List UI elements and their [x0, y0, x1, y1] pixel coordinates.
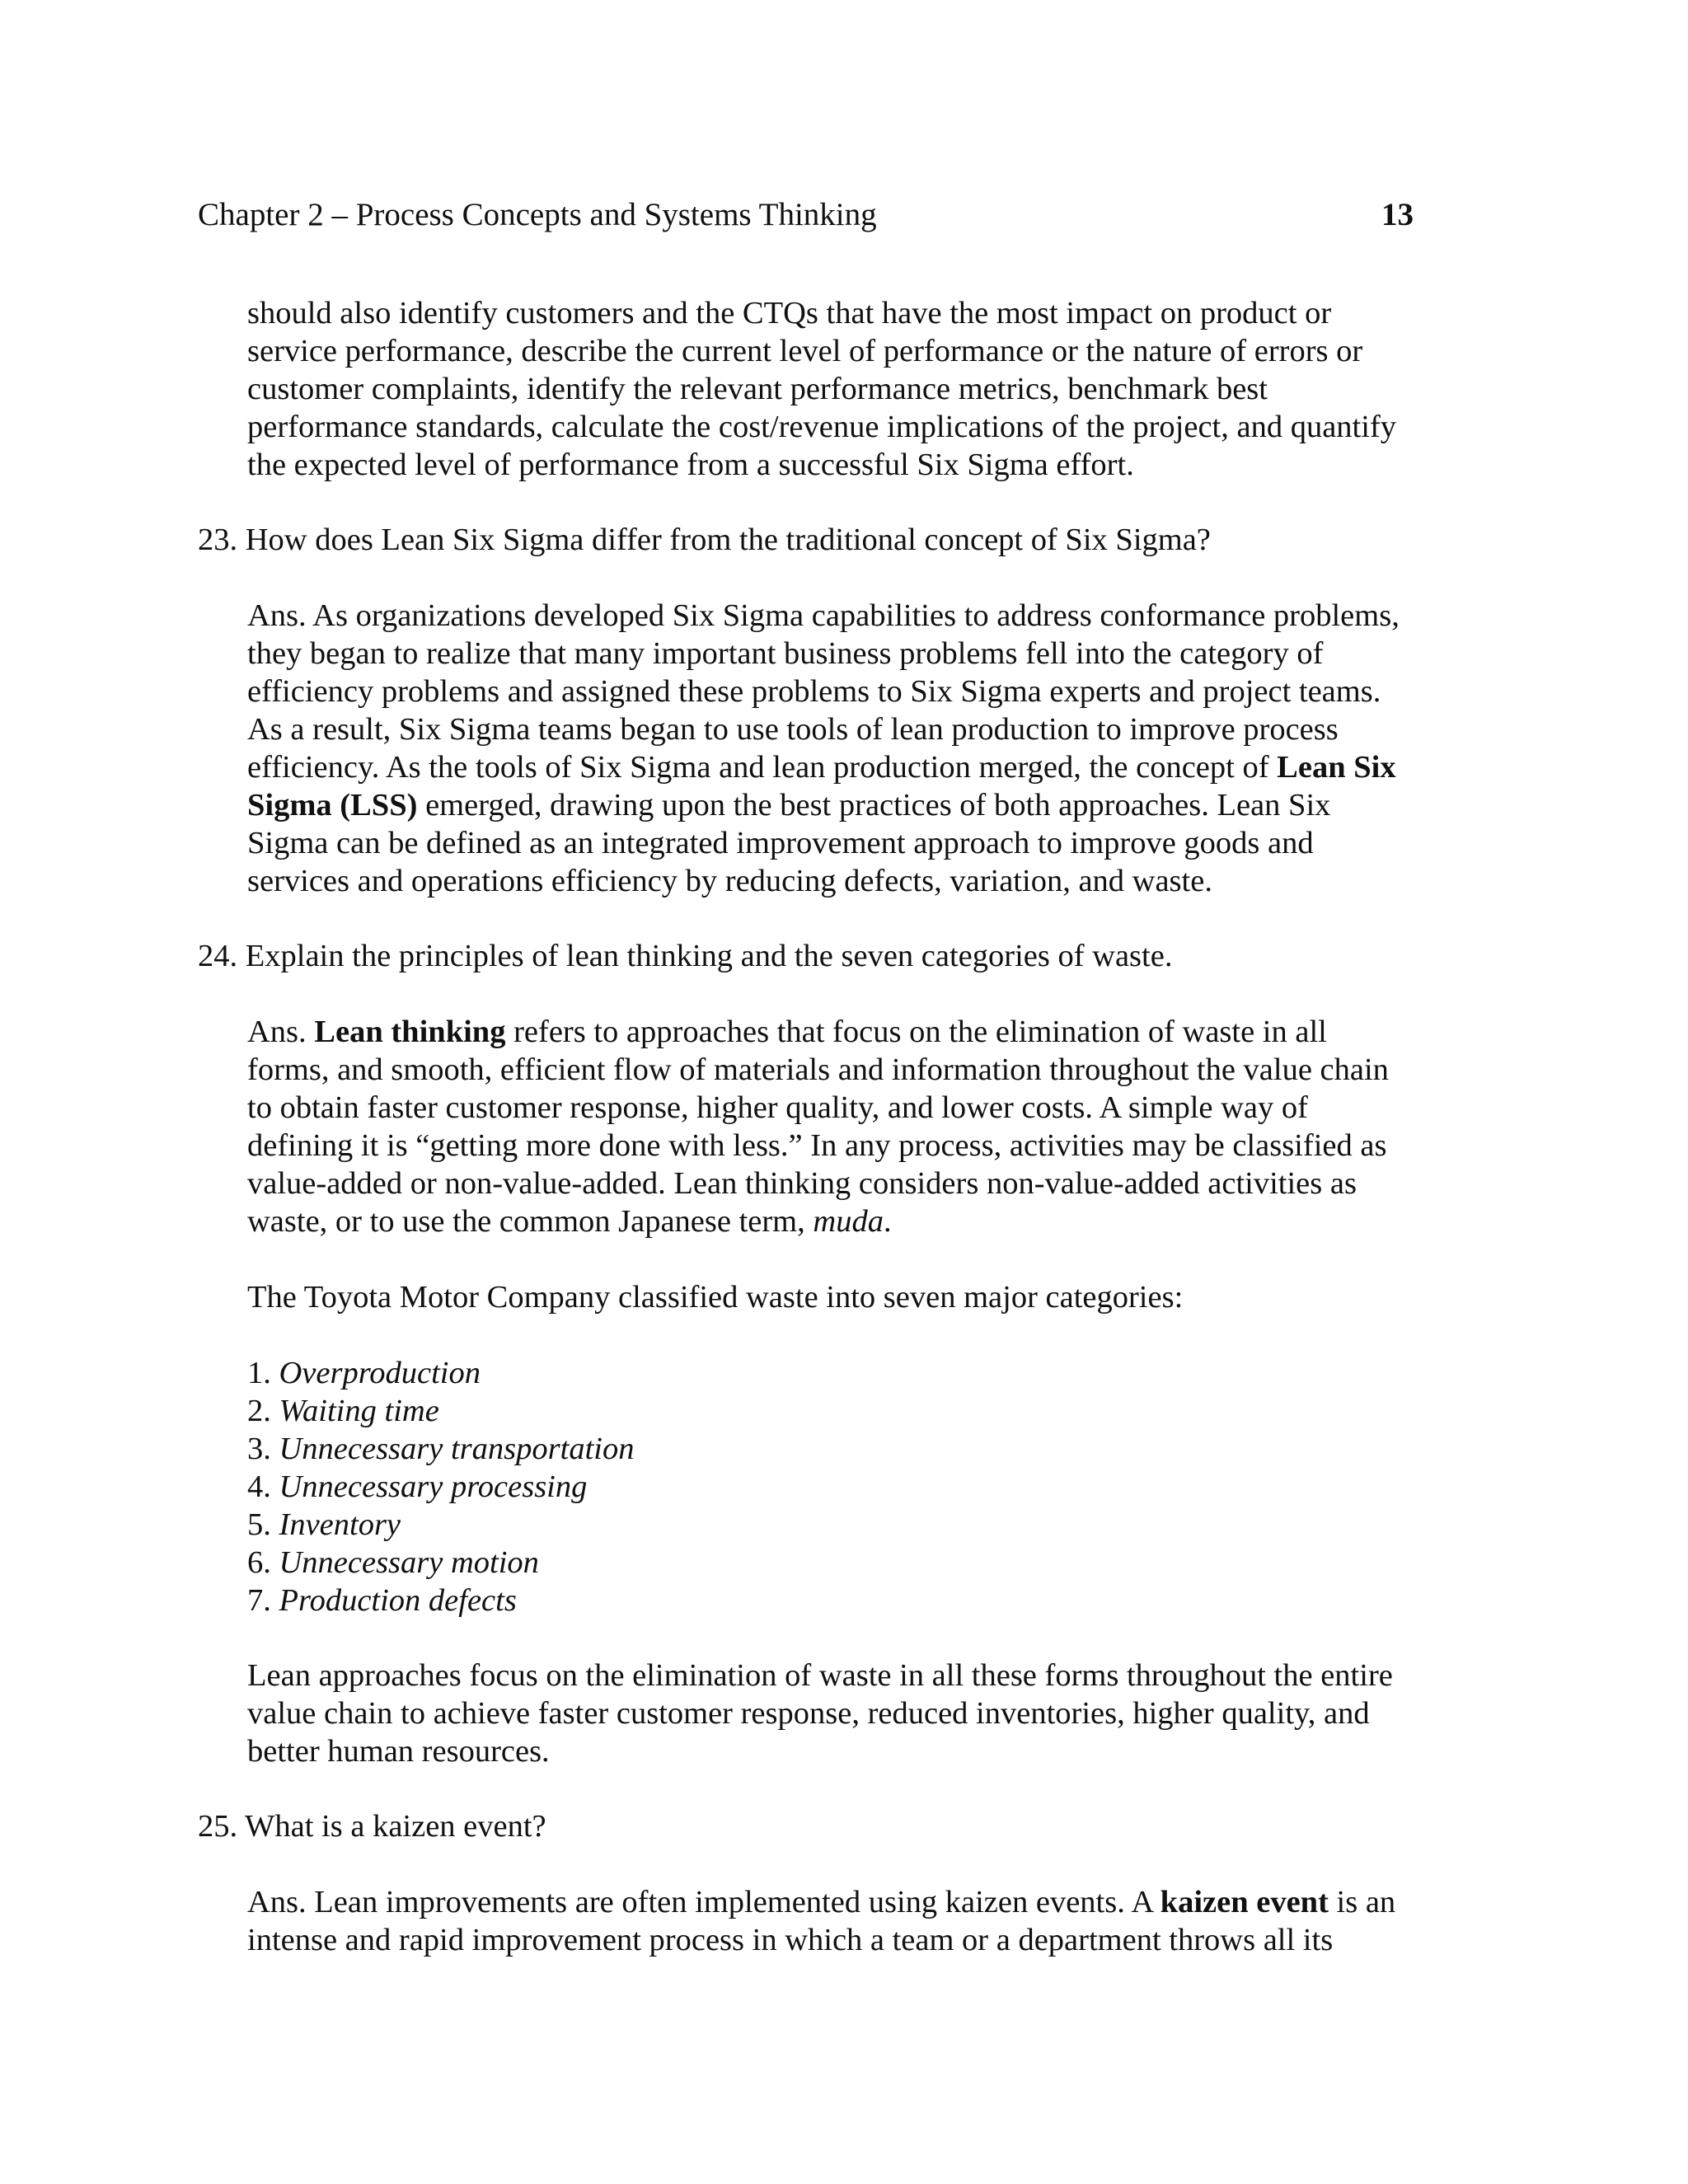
list-number: 6.: [247, 1545, 279, 1580]
page-header: [198, 194, 1414, 236]
answer-23-line: Sigma can be defined as an integrated improvement approach to improve goods and: [247, 826, 1314, 860]
waste-list-item: [247, 1468, 587, 1506]
continuation-line: customer complaints, identify the relevant performance metrics, benchmark best: [247, 372, 1268, 406]
chapter-title: Chapter 2 – Process Concepts and Systems Thinking: [198, 197, 877, 232]
list-number: 3.: [247, 1432, 279, 1466]
answer-25-text: is an: [1328, 1885, 1396, 1919]
question-24: 24. Explain the principles of lean thinking and the seven categories of waste.: [198, 939, 1173, 973]
answer-24-text: waste, or to use the common Japanese term,: [247, 1204, 814, 1239]
question-23: 23. How does Lean Six Sigma differ from the traditional concept of Six Sigma?: [198, 523, 1211, 557]
closing-line: better human resources.: [247, 1734, 550, 1769]
waste-label: Overproduction: [279, 1356, 481, 1390]
waste-label: Unnecessary motion: [279, 1545, 539, 1580]
answer-24-line: to obtain faster customer response, higher quality, and lower costs. A simple way of: [247, 1090, 1308, 1125]
term-lss: Sigma (LSS): [247, 788, 418, 823]
waste-label: Unnecessary processing: [279, 1469, 588, 1504]
continuation-line: service performance, describe the current level of performance or the nature of errors or: [247, 334, 1363, 368]
waste-list-item: [247, 1544, 539, 1582]
waste-label: Waiting time: [279, 1394, 439, 1428]
list-number: 1.: [247, 1356, 279, 1390]
answer-23-line: Ans. As organizations developed Six Sigma capabilities to address conformance problems,: [247, 598, 1400, 633]
question-25: 25. What is a kaizen event?: [198, 1809, 546, 1844]
waste-label: Inventory: [279, 1507, 401, 1542]
page-number: 13: [1381, 197, 1414, 232]
answer-23-line: [247, 786, 1330, 824]
waste-label: Unnecessary transportation: [279, 1432, 635, 1466]
answer-25-line: [247, 1883, 1395, 1921]
toyota-intro: The Toyota Motor Company classified waste into seven major categories:: [247, 1280, 1184, 1315]
answer-24-line: defining it is “getting more done with less.” In any process, activities may be classified as: [247, 1128, 1387, 1163]
list-number: 5.: [247, 1507, 279, 1542]
answer-23-line: As a result, Six Sigma teams began to use tools of lean production to improve process: [247, 712, 1339, 747]
answer-23-text: emerged, drawing upon the best practices of both approaches. Lean Six: [417, 788, 1331, 823]
term-muda: muda: [813, 1204, 884, 1239]
answer-25-line: intense and rapid improvement process in which a team or a department throws all its: [247, 1923, 1334, 1957]
list-number: 4.: [247, 1469, 279, 1504]
answer-24-line: value-added or non-value-added. Lean thinking considers non-value-added activities as: [247, 1166, 1357, 1201]
closing-line: value chain to achieve faster customer response, reduced inventories, higher quality, and: [247, 1696, 1370, 1731]
answer-24-line: [247, 1013, 1327, 1051]
answer-23-line: efficiency problems and assigned these problems to Six Sigma experts and project teams.: [247, 674, 1381, 709]
answer-24-line: forms, and smooth, efficient flow of materials and information throughout the value chain: [247, 1052, 1389, 1087]
continuation-line: performance standards, calculate the cost/revenue implications of the project, and quantify: [247, 410, 1397, 444]
answer-23-line: they began to realize that many important business problems fell into the category of: [247, 636, 1324, 671]
term-lean-six-sigma: Lean Six: [1277, 750, 1396, 785]
answer-24-line: [247, 1202, 892, 1240]
waste-list-item: [247, 1430, 634, 1468]
continuation-line: should also identify customers and the CTQs that have the most impact on product or: [247, 296, 1332, 330]
answer-25-text: Ans. Lean improvements are often implemented using kaizen events. A: [247, 1885, 1160, 1919]
term-lean-thinking: Lean thinking: [314, 1015, 506, 1049]
answer-23-line: [247, 748, 1396, 786]
waste-list-item: [247, 1354, 481, 1392]
answer-24-text: .: [883, 1204, 892, 1239]
continuation-line: the expected level of performance from a successful Six Sigma effort.: [247, 448, 1134, 482]
closing-line: Lean approaches focus on the elimination of waste in all these forms throughout the entire: [247, 1658, 1393, 1693]
waste-list-item: [247, 1392, 439, 1430]
term-kaizen-event: kaizen event: [1160, 1885, 1329, 1919]
answer-23-line: services and operations efficiency by reducing defects, variation, and waste.: [247, 864, 1212, 898]
answer-24-text: Ans.: [247, 1015, 315, 1049]
waste-list-item: [247, 1506, 401, 1544]
waste-label: Production defects: [279, 1583, 517, 1618]
answer-24-text: refers to approaches that focus on the elimination of waste in all: [505, 1015, 1327, 1049]
answer-23-text: efficiency. As the tools of Six Sigma and lean production merged, the concept of: [247, 750, 1278, 785]
list-number: 2.: [247, 1394, 279, 1428]
waste-list-item: [247, 1582, 517, 1619]
list-number: 7.: [247, 1583, 279, 1618]
